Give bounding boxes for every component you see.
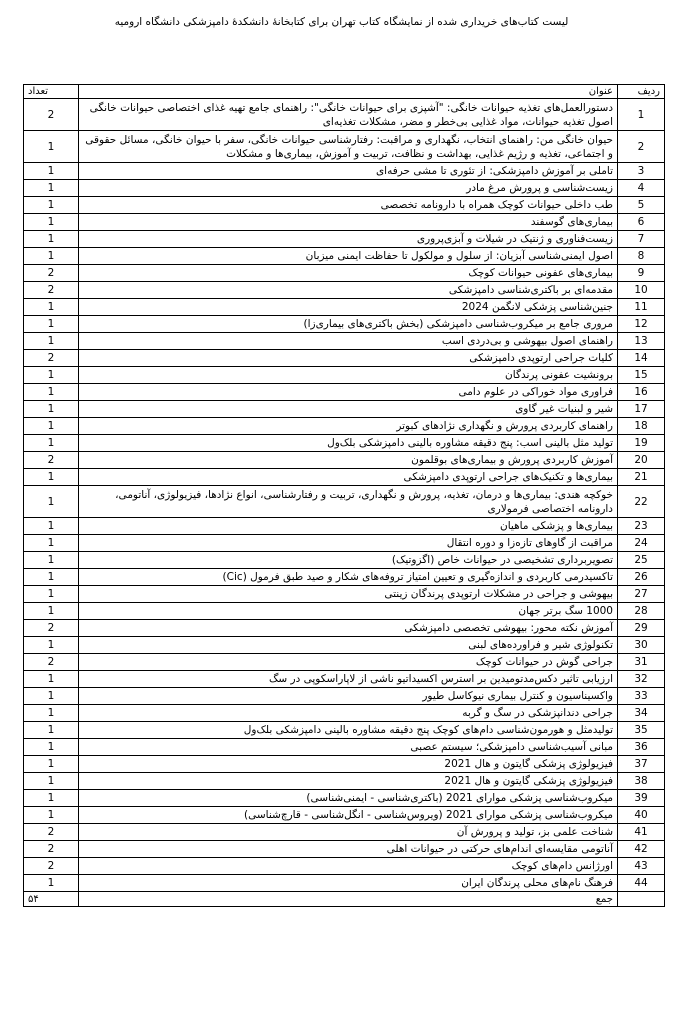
book-title-cell: آموزش نکته محور: بیهوشی تخصصی دامپزشکی (79, 620, 618, 637)
book-count-cell: 1 (24, 418, 79, 435)
book-title-cell: شیر و لبنیات غیر گاوی (79, 401, 618, 418)
book-count-cell: 1 (24, 299, 79, 316)
total-row (24, 892, 665, 907)
row-number-cell: 13 (618, 333, 665, 350)
row-number-cell: 19 (618, 435, 665, 452)
table-row (24, 401, 665, 418)
book-count-cell: 1 (24, 671, 79, 688)
book-count-cell: 1 (24, 469, 79, 486)
header-row-number: ردیف (618, 85, 665, 99)
book-count-cell: 1 (24, 367, 79, 384)
row-number-cell: 14 (618, 350, 665, 367)
book-title-cell: واکسیناسیون و کنترل بیماری نیوکاسل طیور (79, 688, 618, 705)
table-row (24, 418, 665, 435)
total-empty-cell (618, 892, 665, 907)
book-title-cell: مروری جامع بر میکروب‌شناسی دامپزشکی (بخش باکتری‌های بیماری‌زا) (79, 316, 618, 333)
row-number-cell: 17 (618, 401, 665, 418)
book-count-cell: 2 (24, 282, 79, 299)
book-count-cell: 1 (24, 131, 79, 163)
table-row (24, 469, 665, 486)
book-title-cell: خوکچه هندی: بیماری‌ها و درمان، تغذیه، پرورش و نگهداری، تربیت و رفتارشناسی، انواع نژادها، فیزیولوژی، آناتومی، دارونامه اختصاصی فرمولاری (79, 486, 618, 518)
book-count-cell: 2 (24, 350, 79, 367)
table-row (24, 535, 665, 552)
row-number-cell: 41 (618, 824, 665, 841)
table-row (24, 435, 665, 452)
row-number-cell: 27 (618, 586, 665, 603)
row-number-cell: 6 (618, 214, 665, 231)
book-title-cell: بیماری‌های عفونی حیوانات کوچک (79, 265, 618, 282)
book-title-cell: تولیدمثل و هورمون‌شناسی دام‌های کوچک پنج دقیقه مشاوره بالینی دامپزشکی بلک‌ول (79, 722, 618, 739)
table-row (24, 841, 665, 858)
book-title-cell: تاملی بر آموزش دامپزشکی: از تئوری تا مشی حرفه‌ای (79, 163, 618, 180)
book-title-cell: تولید مثل بالینی اسب: پنج دقیقه مشاوره بالینی دامپزشکی بلک‌ول (79, 435, 618, 452)
table-row (24, 367, 665, 384)
total-value: ۵۴ (24, 892, 79, 907)
table-row (24, 824, 665, 841)
table-row (24, 603, 665, 620)
book-count-cell: 2 (24, 452, 79, 469)
table-row (24, 671, 665, 688)
book-count-cell: 1 (24, 333, 79, 350)
book-title-cell: مراقبت از گاوهای تازه‌زا و دوره انتقال (79, 535, 618, 552)
table-row (24, 452, 665, 469)
book-count-cell: 1 (24, 552, 79, 569)
book-count-cell: 1 (24, 231, 79, 248)
table-row (24, 214, 665, 231)
book-count-cell: 2 (24, 841, 79, 858)
table-row (24, 518, 665, 535)
book-title-cell: مقدمه‌ای بر باکتری‌شناسی دامپزشکی (79, 282, 618, 299)
book-count-cell: 2 (24, 265, 79, 282)
header-title: عنوان (79, 85, 618, 99)
table-row (24, 333, 665, 350)
book-title-cell: آناتومی مقایسه‌ای اندام‌های حرکتی در حیوانات اهلی (79, 841, 618, 858)
book-title-cell: طب داخلی حیوانات کوچک همراه با دارونامه تخصصی (79, 197, 618, 214)
book-title-cell: میکروب‌شناسی پزشکی موارای 2021 (باکتری‌شناسی - ایمنی‌شناسی) (79, 790, 618, 807)
book-count-cell: 1 (24, 486, 79, 518)
table-row (24, 807, 665, 824)
row-number-cell: 36 (618, 739, 665, 756)
book-title-cell: 1000 سگ برتر جهان (79, 603, 618, 620)
book-count-cell: 1 (24, 756, 79, 773)
book-title-cell: راهنمای اصول بیهوشی و بی‌دردی اسب (79, 333, 618, 350)
book-count-cell: 1 (24, 637, 79, 654)
book-count-cell: 1 (24, 248, 79, 265)
table-row (24, 705, 665, 722)
book-count-cell: 1 (24, 435, 79, 452)
book-title-cell: بیماری‌ها و پزشکی ماهیان (79, 518, 618, 535)
row-number-cell: 28 (618, 603, 665, 620)
row-number-cell: 12 (618, 316, 665, 333)
book-count-cell: 1 (24, 180, 79, 197)
row-number-cell: 40 (618, 807, 665, 824)
row-number-cell: 25 (618, 552, 665, 569)
book-count-cell: 1 (24, 316, 79, 333)
book-title-cell: آموزش کاربردی پرورش و بیماری‌های بوقلمون (79, 452, 618, 469)
row-number-cell: 38 (618, 773, 665, 790)
row-number-cell: 1 (618, 99, 665, 131)
table-row (24, 569, 665, 586)
row-number-cell: 21 (618, 469, 665, 486)
book-title-cell: بیهوشی و جراحی در مشکلات ارتوپدی پرندگان زینتی (79, 586, 618, 603)
row-number-cell: 7 (618, 231, 665, 248)
book-title-cell: بیماری‌ها و تکنیک‌های جراحی ارتوپدی دامپزشکی (79, 469, 618, 486)
book-count-cell: 1 (24, 790, 79, 807)
book-title-cell: فراوری مواد خوراکی در علوم دامی (79, 384, 618, 401)
table-row (24, 875, 665, 892)
table-row (24, 248, 665, 265)
row-number-cell: 42 (618, 841, 665, 858)
table-row (24, 299, 665, 316)
table-row (24, 197, 665, 214)
table-row (24, 231, 665, 248)
header-count: تعداد (24, 85, 79, 99)
book-title-cell: حیوان خانگی من: راهنمای انتخاب، نگهداری و مراقبت: رفتارشناسی حیوانات خانگی، سفر با حیوان خانگی، مسائل حقوقی و اجتماعی، تغذیه و رژیم غذایی، بهداشت و نظافت، تربیت و آموزش، بیماری‌ها و مشکلات (79, 131, 618, 163)
row-number-cell: 35 (618, 722, 665, 739)
table-row (24, 265, 665, 282)
table-row (24, 282, 665, 299)
table-row (24, 654, 665, 671)
row-number-cell: 31 (618, 654, 665, 671)
row-number-cell: 16 (618, 384, 665, 401)
row-number-cell: 4 (618, 180, 665, 197)
row-number-cell: 22 (618, 486, 665, 518)
row-number-cell: 30 (618, 637, 665, 654)
row-number-cell: 8 (618, 248, 665, 265)
table-row (24, 552, 665, 569)
table-row (24, 316, 665, 333)
book-title-cell: جنین‌شناسی پزشکی لانگمن 2024 (79, 299, 618, 316)
row-number-cell: 32 (618, 671, 665, 688)
row-number-cell: 18 (618, 418, 665, 435)
book-count-cell: 1 (24, 722, 79, 739)
book-title-cell: تکنولوژی شیر و فراورده‌های لبنی (79, 637, 618, 654)
row-number-cell: 5 (618, 197, 665, 214)
row-number-cell: 10 (618, 282, 665, 299)
book-count-cell: 1 (24, 518, 79, 535)
row-number-cell: 3 (618, 163, 665, 180)
row-number-cell: 37 (618, 756, 665, 773)
book-count-cell: 1 (24, 569, 79, 586)
table-row (24, 486, 665, 518)
book-count-cell: 1 (24, 384, 79, 401)
book-count-cell: 1 (24, 586, 79, 603)
book-title-cell: زیست‌فناوری و ژنتیک در شیلات و آبزی‌پروری (79, 231, 618, 248)
row-number-cell: 11 (618, 299, 665, 316)
row-number-cell: 29 (618, 620, 665, 637)
book-title-cell: شناخت علمی بز، تولید و پرورش آن (79, 824, 618, 841)
table-header-row (24, 85, 665, 99)
book-count-cell: 1 (24, 163, 79, 180)
book-count-cell: 2 (24, 99, 79, 131)
table-row (24, 756, 665, 773)
book-count-cell: 2 (24, 654, 79, 671)
table-row (24, 688, 665, 705)
book-title-cell: ارزیابی تاثیر دکس‌مدتومیدین بر استرس اکسیداتیو ناشی از لاپاراسکوپی در سگ (79, 671, 618, 688)
table-row (24, 350, 665, 367)
row-number-cell: 39 (618, 790, 665, 807)
books-table (23, 84, 665, 907)
book-title-cell: زیست‌شناسی و پرورش مرغ مادر (79, 180, 618, 197)
table-row (24, 637, 665, 654)
book-title-cell: فیزیولوژی پزشکی گایتون و هال 2021 (79, 756, 618, 773)
book-count-cell: 2 (24, 824, 79, 841)
table-row (24, 163, 665, 180)
book-title-cell: اصول ایمنی‌شناسی آبزیان: از سلول و مولکول تا حفاظت ایمنی میزبان (79, 248, 618, 265)
book-count-cell: 1 (24, 214, 79, 231)
book-title-cell: فیزیولوژی پزشکی گایتون و هال 2021 (79, 773, 618, 790)
book-count-cell: 1 (24, 739, 79, 756)
table-row (24, 858, 665, 875)
row-number-cell: 20 (618, 452, 665, 469)
row-number-cell: 44 (618, 875, 665, 892)
book-count-cell: 1 (24, 875, 79, 892)
book-title-cell: تصویربرداری تشخیصی در حیوانات خاص (اگزوتیک) (79, 552, 618, 569)
book-title-cell: کلیات جراحی ارتوپدی دامپزشکی (79, 350, 618, 367)
book-count-cell: 1 (24, 705, 79, 722)
row-number-cell: 43 (618, 858, 665, 875)
book-title-cell: برونشیت عفونی پرندگان (79, 367, 618, 384)
table-row (24, 722, 665, 739)
book-title-cell: جراحی دندانپزشکی در سگ و گربه (79, 705, 618, 722)
table-row (24, 99, 665, 131)
book-count-cell: 1 (24, 773, 79, 790)
page-title: لیست کتاب‌های خریداری شده از نمایشگاه کتاب تهران برای کتابخانهٔ دانشکدهٔ دامپزشکی دانشگاه ارومیه (114, 16, 569, 28)
table-row (24, 586, 665, 603)
total-label: جمع (79, 892, 618, 907)
row-number-cell: 23 (618, 518, 665, 535)
table-row (24, 180, 665, 197)
row-number-cell: 26 (618, 569, 665, 586)
book-title-cell: اورژانس دام‌های کوچک (79, 858, 618, 875)
row-number-cell: 9 (618, 265, 665, 282)
row-number-cell: 2 (618, 131, 665, 163)
book-title-cell: فرهنگ نام‌های محلی پرندگان ایران (79, 875, 618, 892)
table-row (24, 739, 665, 756)
book-title-cell: دستورالعمل‌های تغذیه حیوانات خانگی: "آشپزی برای حیوانات خانگی": راهنمای جامع تهیه غذای اختصاصی حیوانات خانگی اصول تغذیه حیوانات، مواد غذایی بی‌خطر و مضر، مشکلات تغذیه‌ای (79, 99, 618, 131)
book-count-cell: 1 (24, 535, 79, 552)
book-title-cell: راهنمای کاربردی پرورش و نگهداری نژادهای کبوتر (79, 418, 618, 435)
book-count-cell: 1 (24, 688, 79, 705)
book-count-cell: 2 (24, 620, 79, 637)
table-row (24, 131, 665, 163)
row-number-cell: 24 (618, 535, 665, 552)
book-count-cell: 1 (24, 401, 79, 418)
book-count-cell: 1 (24, 197, 79, 214)
book-title-cell: مبانی آسیب‌شناسی دامپزشکی؛ سیستم عصبی (79, 739, 618, 756)
table-row (24, 773, 665, 790)
table-row (24, 384, 665, 401)
row-number-cell: 33 (618, 688, 665, 705)
book-title-cell: بیماری‌های گوسفند (79, 214, 618, 231)
row-number-cell: 15 (618, 367, 665, 384)
row-number-cell: 34 (618, 705, 665, 722)
book-title-cell: جراحی گوش در حیوانات کوچک (79, 654, 618, 671)
book-count-cell: 1 (24, 807, 79, 824)
book-title-cell: میکروب‌شناسی پزشکی موارای 2021 (ویروس‌شناسی - انگل‌شناسی - قارچ‌شناسی) (79, 807, 618, 824)
table-row (24, 620, 665, 637)
book-count-cell: 1 (24, 603, 79, 620)
book-count-cell: 2 (24, 858, 79, 875)
table-row (24, 790, 665, 807)
book-title-cell: تاکسیدرمی کاربردی و اندازه‌گیری و تعیین امتیاز تروفه‌های شکار و صید طبق فرمول (Cic) (79, 569, 618, 586)
